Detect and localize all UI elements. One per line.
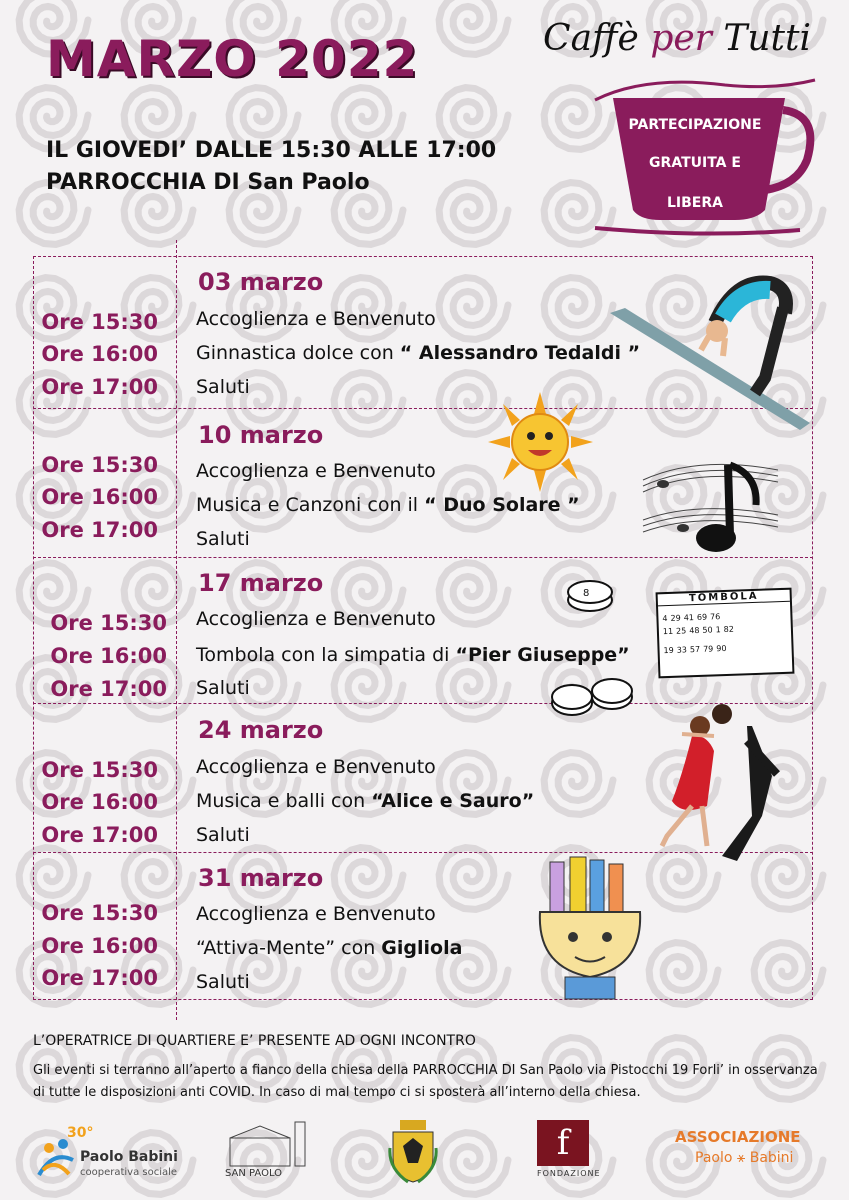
tombola-number: 48 (689, 625, 700, 636)
activity-main (196, 790, 534, 812)
activity-main-prefix: Musica e Canzoni con il (196, 494, 419, 516)
time-label: Ore 15:30 (50, 611, 167, 635)
page-title: MARZO 2022 (46, 30, 419, 88)
time-label: Ore 16:00 (41, 485, 158, 509)
tombola-number: 1 (715, 625, 721, 635)
tombola-number: 4 (662, 613, 668, 624)
tombola-number: 57 (689, 644, 701, 655)
activity-guest: “ Alessandro Tedaldi ” (399, 342, 641, 364)
operatrice-notice: L’OPERATRICE DI QUARTIERE E’ PRESENTE AD OGNI INCONTRO (33, 1033, 476, 1049)
time-label: Ore 15:30 (41, 758, 158, 782)
tombola-card (656, 588, 795, 679)
time-label: Ore 17:00 (41, 823, 158, 847)
time-label: Ore 17:00 (41, 375, 158, 399)
tombola-number: 11 (662, 626, 674, 637)
anniversary-badge: 30° (67, 1125, 94, 1141)
tombola-number: 69 (696, 612, 708, 622)
head-with-pencils-illustration (525, 852, 655, 1002)
church-icon (225, 1118, 315, 1168)
coop-name: Paolo Babini (80, 1149, 178, 1165)
activity-main-prefix: Ginnastica dolce con (196, 342, 394, 364)
activity-main (196, 494, 580, 516)
day-date: 17 marzo (198, 569, 324, 597)
activity-main-prefix: Tombola con la simpatia di (196, 644, 450, 666)
fondazione-label: FONDAZIONE (537, 1169, 601, 1178)
brand-prefix: Caffè (543, 18, 639, 59)
activity-goodbye: Saluti (196, 971, 250, 993)
activity-main (196, 937, 462, 959)
activity-welcome: Accoglienza e Benvenuto (196, 308, 436, 330)
tombola-number: 76 (709, 612, 721, 622)
schedule-line: IL GIOVEDI’ DALLE 15:30 ALLE 17:00 (46, 138, 497, 163)
activity-guest: “Pier Giuseppe” (455, 644, 630, 666)
activity-welcome: Accoglienza e Benvenuto (196, 756, 436, 778)
municipal-crest-icon (388, 1118, 438, 1184)
venue-line: PARROCCHIA DI San Paolo (46, 170, 370, 195)
san-paolo-label: SAN PAOLO (225, 1168, 283, 1179)
tombola-number: 29 (670, 613, 681, 623)
dancers-illustration (652, 696, 782, 866)
tombola-number: 41 (683, 613, 695, 623)
cup-line-2: GRATUITA E (649, 155, 741, 171)
paolo-babini-coop-logo (35, 1125, 185, 1185)
time-label: Ore 17:00 (41, 966, 158, 990)
time-label: Ore 16:00 (41, 342, 158, 366)
tombola-number: 25 (675, 626, 687, 636)
activity-goodbye: Saluti (196, 824, 250, 846)
sun-icon (488, 392, 593, 492)
fondazione-logo (537, 1120, 601, 1182)
associazione-title: ASSOCIAZIONE (675, 1128, 801, 1146)
activity-guest: “Alice e Sauro” (371, 790, 535, 812)
event-note: Gli eventi si terranno all’aperto a fianco della chiesa della PARROCCHIA DI San Paolo via Pistocchi 19 Forli’ in osservanza di tutte le disposizioni anti COVID. In caso di mal tempo ci si sposterà all’interno della chiesa. (33, 1063, 818, 1100)
brand-suffix: Tutti (723, 18, 811, 59)
activity-goodbye: Saluti (196, 528, 250, 550)
day-date: 31 marzo (198, 864, 324, 892)
tombola-number: 79 (702, 644, 714, 654)
time-label: Ore 15:30 (41, 310, 158, 334)
tombola-number: 33 (676, 645, 688, 655)
activity-goodbye: Saluti (196, 376, 250, 398)
tombola-number: 19 (663, 645, 674, 656)
tombola-number: 50 (702, 625, 713, 635)
time-label: Ore 17:00 (41, 518, 158, 542)
cup-line-3: LIBERA (667, 195, 723, 211)
san-paolo-logo (225, 1118, 315, 1183)
activity-welcome: Accoglienza e Benvenuto (196, 608, 436, 630)
brand-title (543, 18, 811, 59)
activity-main (196, 644, 630, 666)
time-label: Ore 16:00 (41, 934, 158, 958)
day-date: 24 marzo (198, 716, 324, 744)
yoga-illustration (605, 268, 815, 433)
day-date: 03 marzo (198, 268, 324, 296)
time-label: Ore 17:00 (50, 677, 167, 701)
tombola-number: 90 (716, 643, 727, 654)
time-label: Ore 15:30 (41, 453, 158, 477)
music-note-icon (638, 450, 783, 560)
activity-main-prefix: “Attiva-Mente” con (196, 937, 376, 959)
activity-goodbye: Saluti (196, 677, 250, 699)
activity-main-prefix: Musica e balli con (196, 790, 366, 812)
tombola-card-title: TOMBOLA (658, 590, 790, 607)
associazione-name: Paolo ⚹ Babini (695, 1150, 794, 1166)
time-label: Ore 16:00 (50, 644, 167, 668)
day-date: 10 marzo (198, 421, 324, 449)
brand-per: per (650, 18, 712, 59)
time-label: Ore 16:00 (41, 790, 158, 814)
svg-text:8: 8 (583, 588, 590, 599)
tombola-token-icon (565, 578, 615, 613)
activity-guest: Gigliola (381, 937, 463, 959)
associazione-logo (675, 1128, 825, 1178)
activity-guest: “ Duo Solare ” (424, 494, 580, 516)
time-label: Ore 15:30 (41, 901, 158, 925)
tombola-tokens-icon (550, 675, 635, 720)
tombola-card-row (659, 640, 791, 658)
cup-line-1: PARTECIPAZIONE (628, 117, 762, 133)
activity-welcome: Accoglienza e Benvenuto (196, 460, 436, 482)
activity-welcome: Accoglienza e Benvenuto (196, 903, 436, 925)
activity-main (196, 342, 640, 364)
fondazione-mark: f (537, 1120, 589, 1166)
tombola-number: 82 (723, 624, 735, 635)
schedule-divider (176, 240, 177, 1020)
coop-subtitle: cooperativa sociale (80, 1167, 178, 1178)
